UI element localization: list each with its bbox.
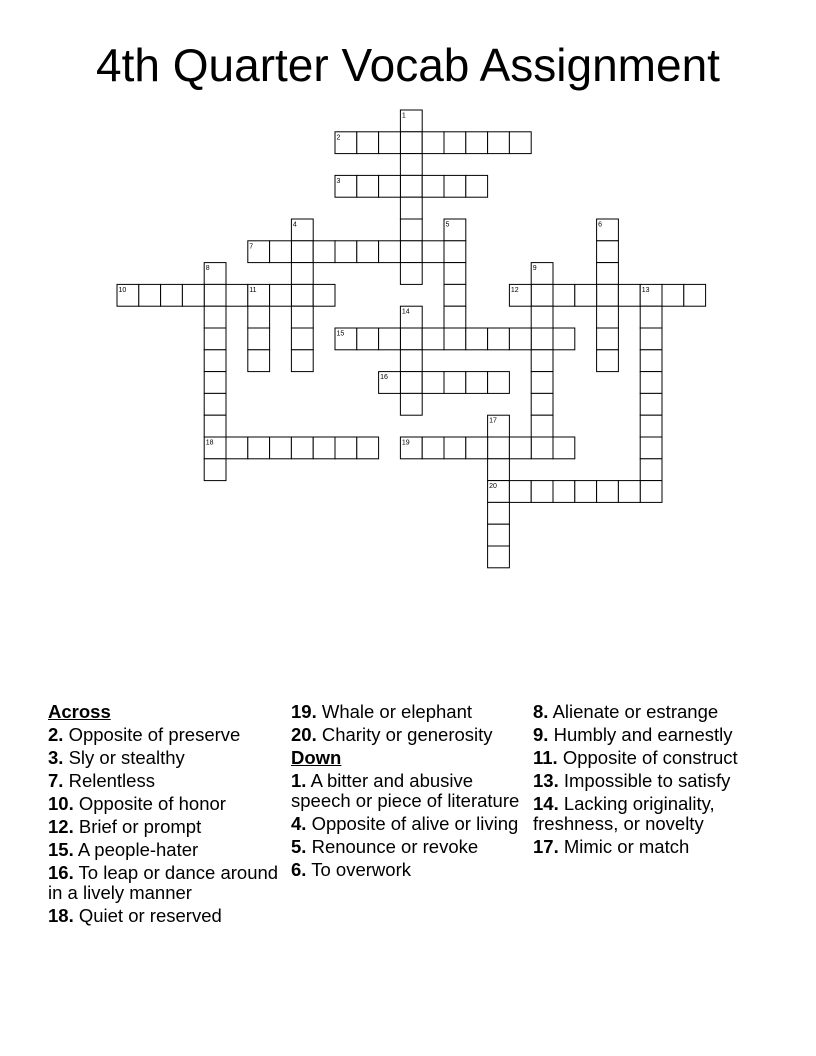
grid-cell[interactable] bbox=[313, 437, 335, 459]
grid-cell[interactable] bbox=[640, 306, 662, 328]
clues-across-column bbox=[48, 702, 284, 929]
grid-cell[interactable] bbox=[597, 328, 619, 350]
grid-cell[interactable] bbox=[640, 459, 662, 481]
grid-cell[interactable] bbox=[597, 306, 619, 328]
grid-cell[interactable] bbox=[400, 241, 422, 263]
clue-number: 5 bbox=[445, 221, 450, 229]
grid-cell[interactable] bbox=[270, 284, 292, 306]
clues-right-column bbox=[533, 702, 769, 860]
grid-cell[interactable] bbox=[291, 437, 313, 459]
clue-number: 12 bbox=[510, 286, 519, 294]
clue-number: 11 bbox=[249, 286, 257, 294]
clue-down-8: 8. Alienate or estrange bbox=[533, 701, 719, 722]
grid-cell[interactable] bbox=[444, 175, 466, 197]
grid-cell[interactable] bbox=[575, 284, 597, 306]
grid-cell[interactable] bbox=[422, 241, 444, 263]
grid-cell[interactable] bbox=[291, 350, 313, 372]
clue-number: 1 bbox=[401, 112, 406, 120]
clue-number: 14 bbox=[401, 308, 410, 316]
grid-cell[interactable] bbox=[422, 437, 444, 459]
grid-cell[interactable] bbox=[640, 393, 662, 415]
clue-down-1: 1. A bitter and abusive speech or piece of literature bbox=[291, 770, 520, 811]
grid-cell[interactable] bbox=[400, 219, 422, 241]
grid-cell[interactable] bbox=[357, 437, 379, 459]
grid-cell[interactable] bbox=[597, 241, 619, 263]
grid-cell[interactable] bbox=[248, 306, 270, 328]
clue-down-9: 9. Humbly and earnestly bbox=[533, 724, 733, 745]
grid-cell[interactable] bbox=[531, 415, 553, 437]
grid-cell[interactable] bbox=[204, 415, 226, 437]
grid-cell[interactable] bbox=[379, 175, 401, 197]
grid-cell[interactable] bbox=[509, 132, 531, 154]
clues-middle-column bbox=[291, 702, 527, 883]
grid-cell[interactable] bbox=[291, 263, 313, 285]
grid-cell[interactable] bbox=[488, 546, 510, 568]
clue-number: 15 bbox=[336, 330, 345, 338]
grid-cell[interactable] bbox=[640, 437, 662, 459]
grid-cell[interactable] bbox=[400, 328, 422, 350]
grid-cell[interactable] bbox=[400, 175, 422, 197]
grid-cell[interactable] bbox=[618, 481, 640, 503]
grid-cell[interactable] bbox=[466, 132, 488, 154]
grid-cell[interactable] bbox=[444, 263, 466, 285]
clue-down-11: 11. Opposite of construct bbox=[533, 747, 738, 768]
grid-cell[interactable] bbox=[531, 328, 553, 350]
clue-across-20: 20. Charity or generosity bbox=[291, 724, 493, 745]
clue-number: 8 bbox=[205, 265, 210, 273]
grid-cell[interactable] bbox=[400, 263, 422, 285]
grid-cell[interactable] bbox=[379, 241, 401, 263]
clue-across-10: 10. Opposite of honor bbox=[48, 793, 226, 814]
grid-cell[interactable] bbox=[291, 328, 313, 350]
grid-cell[interactable] bbox=[466, 175, 488, 197]
grid-cell[interactable] bbox=[640, 350, 662, 372]
grid-cell[interactable] bbox=[204, 350, 226, 372]
grid-cell[interactable] bbox=[204, 459, 226, 481]
grid-cell[interactable] bbox=[357, 328, 379, 350]
grid-cell[interactable] bbox=[248, 437, 270, 459]
clue-down-13: 13. Impossible to satisfy bbox=[533, 770, 731, 791]
grid-cell[interactable] bbox=[291, 306, 313, 328]
grid-cell[interactable] bbox=[204, 284, 226, 306]
grid-cell[interactable] bbox=[400, 393, 422, 415]
grid-cell[interactable] bbox=[640, 481, 662, 503]
grid-cell[interactable] bbox=[444, 284, 466, 306]
clue-number: 3 bbox=[336, 177, 341, 185]
grid-cell[interactable] bbox=[618, 284, 640, 306]
grid-cell[interactable] bbox=[531, 481, 553, 503]
grid-cell[interactable] bbox=[400, 132, 422, 154]
clue-down-17: 17. Mimic or match bbox=[533, 836, 690, 857]
grid-cell[interactable] bbox=[204, 372, 226, 394]
grid-cell[interactable] bbox=[488, 524, 510, 546]
clue-number: 19 bbox=[401, 439, 410, 447]
grid-cell[interactable] bbox=[357, 132, 379, 154]
grid-cell[interactable] bbox=[553, 328, 575, 350]
grid-cell[interactable] bbox=[531, 372, 553, 394]
grid-cell[interactable] bbox=[291, 241, 313, 263]
grid-cell[interactable] bbox=[400, 372, 422, 394]
grid-cell[interactable] bbox=[335, 437, 357, 459]
grid-cell[interactable] bbox=[422, 372, 444, 394]
clue-number: 4 bbox=[292, 221, 297, 229]
clue-across-15: 15. A people-hater bbox=[48, 839, 199, 860]
grid-cell[interactable] bbox=[509, 481, 531, 503]
grid-cell[interactable] bbox=[313, 284, 335, 306]
clue-down-5: 5. Renounce or revoke bbox=[291, 836, 479, 857]
grid-cell[interactable] bbox=[291, 284, 313, 306]
down-heading: Down bbox=[291, 747, 342, 768]
grid-cell[interactable] bbox=[226, 284, 248, 306]
clue-number: 9 bbox=[532, 265, 537, 273]
grid-cell[interactable] bbox=[379, 328, 401, 350]
grid-cell[interactable] bbox=[488, 459, 510, 481]
grid-cell[interactable] bbox=[531, 350, 553, 372]
grid-cell[interactable] bbox=[597, 481, 619, 503]
across-heading: Across bbox=[48, 701, 111, 722]
grid-cell[interactable] bbox=[531, 284, 553, 306]
grid-cell[interactable] bbox=[248, 328, 270, 350]
grid-cell[interactable] bbox=[509, 328, 531, 350]
grid-cell[interactable] bbox=[161, 284, 183, 306]
clue-number: 7 bbox=[249, 243, 254, 251]
grid-cell[interactable] bbox=[444, 132, 466, 154]
grid-cell[interactable] bbox=[466, 328, 488, 350]
clue-number: 10 bbox=[118, 286, 127, 294]
page-title: 4th Quarter Vocab Assignment bbox=[96, 39, 720, 91]
clue-across-12: 12. Brief or prompt bbox=[48, 816, 202, 837]
grid-cell[interactable] bbox=[444, 328, 466, 350]
grid-cell[interactable] bbox=[313, 241, 335, 263]
grid-cell[interactable] bbox=[488, 437, 510, 459]
grid-cell[interactable] bbox=[466, 437, 488, 459]
grid-cell[interactable] bbox=[400, 154, 422, 176]
grid-cell[interactable] bbox=[662, 284, 684, 306]
grid-cell[interactable] bbox=[640, 415, 662, 437]
grid-cell[interactable] bbox=[488, 328, 510, 350]
grid-cell[interactable] bbox=[488, 372, 510, 394]
grid-cell[interactable] bbox=[357, 241, 379, 263]
grid-cell[interactable] bbox=[270, 437, 292, 459]
clue-across-16: 16. To leap or dance around in a lively manner bbox=[48, 862, 279, 903]
grid-cell[interactable] bbox=[357, 175, 379, 197]
clue-down-14: 14. Lacking originality, freshness, or novelty bbox=[533, 793, 715, 834]
grid-cell[interactable] bbox=[139, 284, 161, 306]
clue-across-2: 2. Opposite of preserve bbox=[48, 724, 241, 745]
clue-across-19: 19. Whale or elephant bbox=[291, 701, 473, 722]
grid-cell[interactable] bbox=[640, 372, 662, 394]
grid-cell[interactable] bbox=[379, 132, 401, 154]
grid-cell[interactable] bbox=[422, 132, 444, 154]
grid-cell[interactable] bbox=[531, 306, 553, 328]
grid-cell[interactable] bbox=[204, 393, 226, 415]
grid-cell[interactable] bbox=[444, 306, 466, 328]
grid-cell[interactable] bbox=[270, 241, 292, 263]
clue-number: 13 bbox=[641, 286, 650, 294]
grid-cell[interactable] bbox=[553, 481, 575, 503]
clue-down-4: 4. Opposite of alive or living bbox=[291, 813, 519, 834]
grid-cell[interactable] bbox=[640, 328, 662, 350]
grid-cell[interactable] bbox=[444, 241, 466, 263]
clue-number: 18 bbox=[205, 439, 214, 447]
clue-across-3: 3. Sly or stealthy bbox=[48, 747, 185, 768]
grid-cell[interactable] bbox=[466, 372, 488, 394]
grid-cell[interactable] bbox=[444, 372, 466, 394]
grid-cell[interactable] bbox=[575, 481, 597, 503]
grid-cell[interactable] bbox=[597, 284, 619, 306]
grid-cell[interactable] bbox=[444, 437, 466, 459]
grid-cell[interactable] bbox=[509, 437, 531, 459]
grid-cell[interactable] bbox=[335, 241, 357, 263]
grid-cell[interactable] bbox=[597, 350, 619, 372]
grid-cell[interactable] bbox=[488, 132, 510, 154]
grid-cell[interactable] bbox=[531, 393, 553, 415]
clue-across-18: 18. Quiet or reserved bbox=[48, 905, 222, 926]
grid-cell[interactable] bbox=[182, 284, 204, 306]
clue-number: 16 bbox=[380, 374, 388, 382]
grid-cell[interactable] bbox=[597, 263, 619, 285]
grid-cell[interactable] bbox=[248, 350, 270, 372]
clue-number: 2 bbox=[336, 134, 341, 142]
grid-cell[interactable] bbox=[400, 350, 422, 372]
clue-number: 20 bbox=[489, 483, 497, 491]
grid-cell[interactable] bbox=[204, 306, 226, 328]
grid-cell[interactable] bbox=[400, 197, 422, 219]
grid-cell[interactable] bbox=[531, 437, 553, 459]
clue-across-7: 7. Relentless bbox=[48, 770, 155, 791]
clue-number: 6 bbox=[598, 221, 603, 229]
grid-cell[interactable] bbox=[204, 328, 226, 350]
grid-cell[interactable] bbox=[226, 437, 248, 459]
grid-cell[interactable] bbox=[684, 284, 706, 306]
grid-cell[interactable] bbox=[553, 284, 575, 306]
clue-down-6: 6. To overwork bbox=[291, 859, 411, 880]
clue-number: 17 bbox=[489, 417, 497, 425]
grid-cell[interactable] bbox=[422, 175, 444, 197]
grid-cell[interactable] bbox=[422, 328, 444, 350]
grid-cell[interactable] bbox=[488, 502, 510, 524]
grid-cell[interactable] bbox=[553, 437, 575, 459]
